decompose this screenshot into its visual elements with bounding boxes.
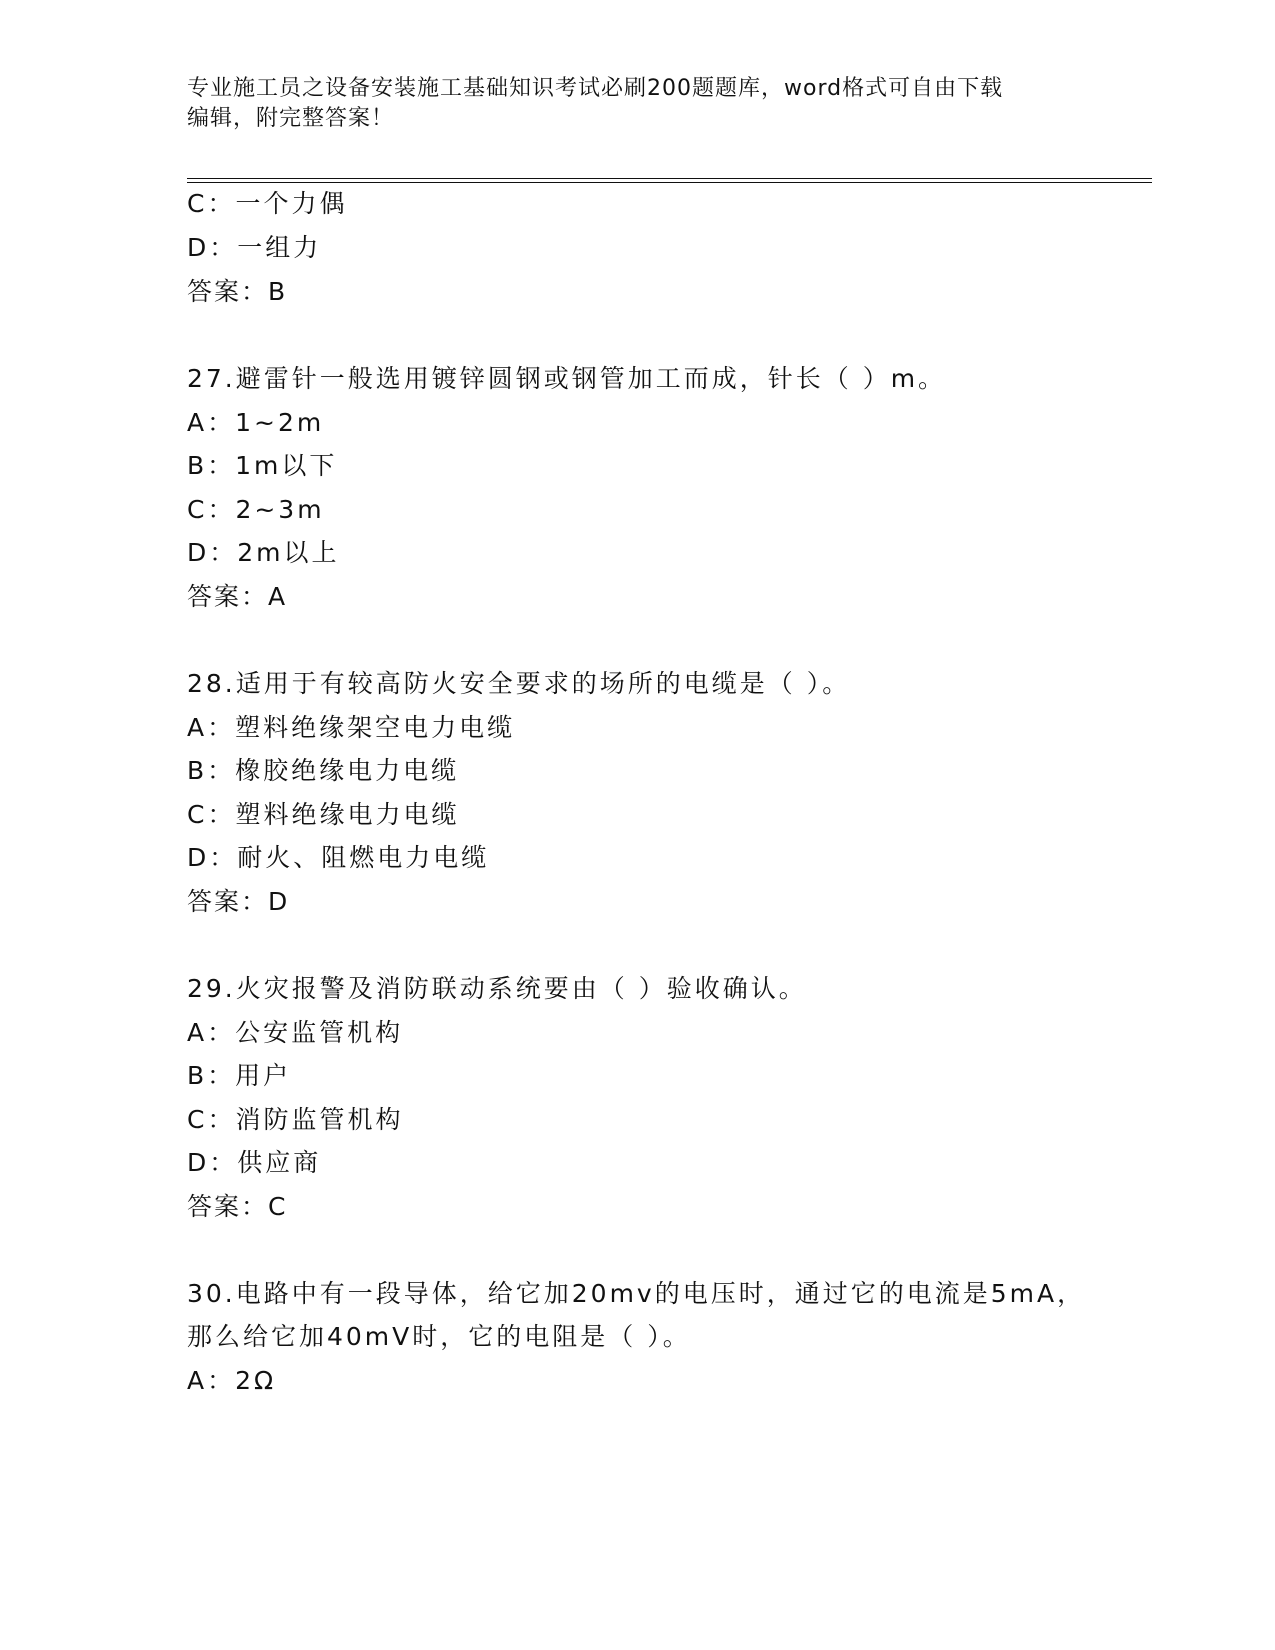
q26-option-c: C：一个力偶 (187, 189, 348, 218)
q27-option-d: D：2m以上 (187, 538, 340, 567)
q27-stem: 27.避雷针一般选用镀锌圆钢或钢管加工而成，针长（ ）m。 (187, 364, 947, 393)
q28-stem: 28.适用于有较高防火安全要求的场所的电缆是（ ）。 (187, 669, 851, 698)
header-title-line2: 编辑，附完整答案！ (187, 106, 395, 131)
q27-option-c: C：2~3m (187, 495, 325, 524)
q28-option-b: B：橡胶绝缘电力电缆 (187, 756, 460, 785)
q28-option-c: C：塑料绝缘电力电缆 (187, 800, 460, 829)
q29-option-c: C：消防监管机构 (187, 1105, 404, 1134)
q26-answer: 答案：B (187, 277, 288, 306)
document-header (187, 74, 1067, 134)
q29-stem: 29.火灾报警及消防联动系统要由（ ）验收确认。 (187, 974, 807, 1003)
q28-answer: 答案：D (187, 887, 290, 916)
q26-option-d: D：一组力 (187, 233, 322, 262)
q29-answer: 答案：C (187, 1192, 288, 1221)
q28-option-a: A：塑料绝缘架空电力电缆 (187, 713, 516, 742)
q30-option-a: A：2Ω (187, 1366, 277, 1395)
q30-stem-line2: 那么给它加40mV时，它的电阻是（ ）。 (187, 1322, 691, 1351)
q29-option-d: D：供应商 (187, 1148, 322, 1177)
header-title-line1: 专业施工员之设备安装施工基础知识考试必刷200题题库，word格式可自由下载 (187, 76, 1004, 101)
q27-option-a: A：1~2m (187, 408, 325, 437)
q30-stem-line1: 30.电路中有一段导体，给它加20mv的电压时，通过它的电流是5mA， (187, 1279, 1086, 1308)
q28-option-d: D：耐火、阻燃电力电缆 (187, 843, 490, 872)
header-divider-top (187, 178, 1152, 179)
header-divider-bottom (187, 182, 1152, 183)
q27-option-b: B：1m以下 (187, 451, 338, 480)
q29-option-b: B：用户 (187, 1061, 292, 1090)
q29-option-a: A：公安监管机构 (187, 1018, 404, 1047)
q27-answer: 答案：A (187, 582, 288, 611)
